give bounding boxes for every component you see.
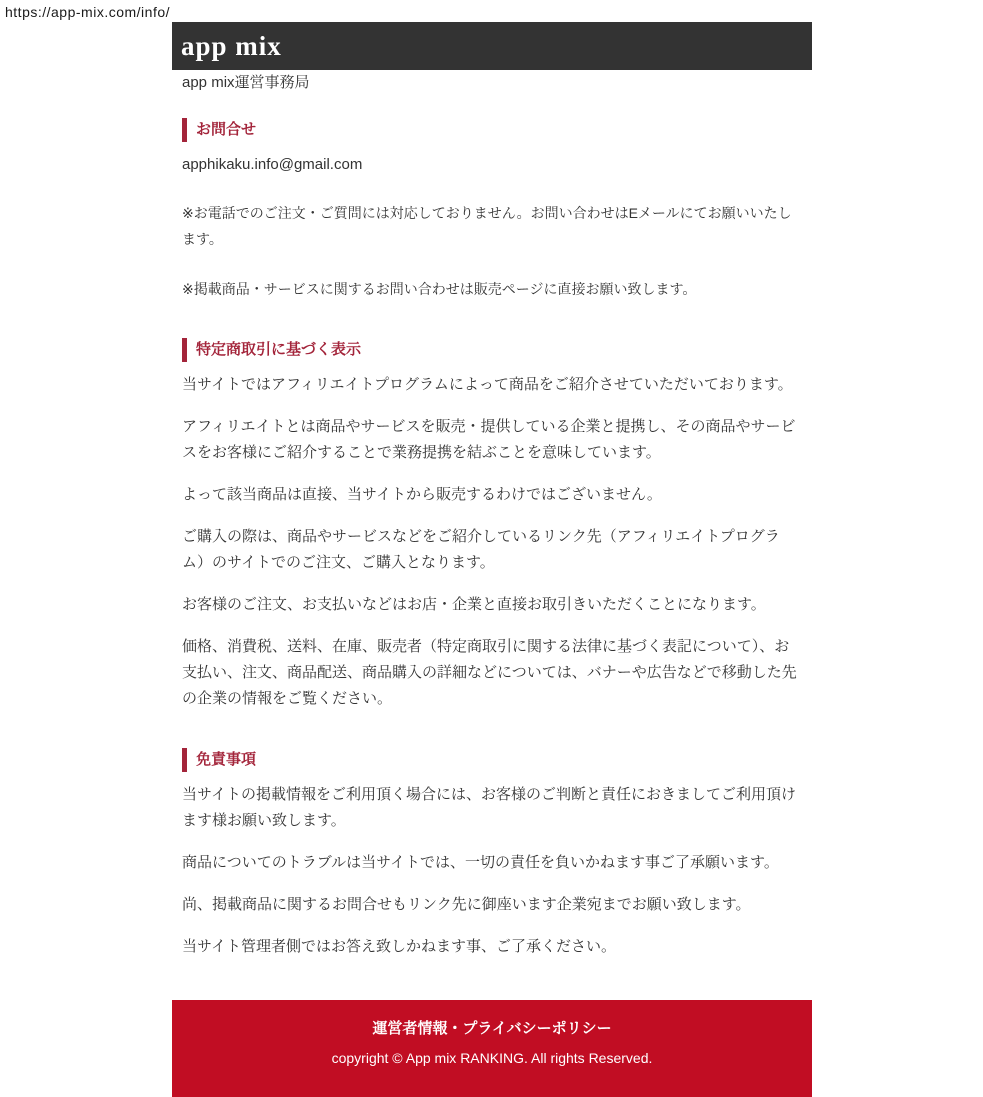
paragraph: お客様のご注文、お支払いなどはお店・企業と直接お取引きいただくことになります。: [182, 596, 766, 613]
paragraph: 当サイト管理者側ではお答え致しかねます事、ご了承ください。: [182, 938, 616, 955]
paragraph: ご購入の際は、商品やサービスなどをご紹介しているリンク先（アフィリエイトプログラム）のサイトでのご注文、ご購入となります。: [182, 528, 780, 571]
site-header: [172, 22, 812, 70]
operator-line: app mix運営事務局: [182, 74, 310, 91]
paragraph: 当サイトの掲載情報をご利用頂く場合には、お客様のご判断と責任におきましてご利用頂けます様お願い致します。: [182, 786, 796, 829]
footer-copyright: copyright © App mix RANKING. All rights Reserved.: [331, 1050, 653, 1066]
main-content: [172, 70, 812, 960]
site-footer: [172, 1000, 812, 1097]
contact-email: apphikaku.info@gmail.com: [182, 156, 363, 173]
section-heading-menseki: 免責事項: [182, 748, 802, 772]
site-title-link[interactable]: app mix: [181, 30, 282, 61]
page-container: [172, 22, 812, 1097]
paragraph: 価格、消費税、送料、在庫、販売者（特定商取引に関する法律に基づく表記について）、お支払い、注文、商品配送、商品購入の詳細などについては、バナーや広告などで移動した先の企業の情報をご覧ください。: [182, 638, 797, 707]
paragraph: 当サイトではアフィリエイトプログラムによって商品をご紹介させていただいております。: [182, 376, 793, 393]
paragraph: 商品についてのトラブルは当サイトでは、一切の責任を負いかねます事ご了承願います。: [182, 854, 779, 871]
footer-privacy-link[interactable]: 運営者情報・プライバシーポリシー: [372, 1020, 612, 1037]
section-heading-contact: お問合せ: [182, 118, 802, 142]
paragraph: 尚、掲載商品に関するお問合せもリンク先に御座います企業宛までお願い致します。: [182, 896, 751, 913]
paragraph: アフィリエイトとは商品やサービスを販売・提供している企業と提携し、その商品やサービスをお客様にご紹介することで業務提携を結ぶことを意味しています。: [182, 418, 796, 461]
page-url: https://app-mix.com/info/: [5, 4, 171, 20]
contact-note: ※掲載商品・サービスに関するお問い合わせは販売ページに直接お願い致します。: [182, 281, 697, 297]
section-heading-tokutei: 特定商取引に基づく表示: [182, 338, 802, 362]
contact-note: ※お電話でのご注文・ご質問には対応しておりません。お問い合わせはEメールにてお願いいたします。: [182, 205, 792, 247]
paragraph: よって該当商品は直接、当サイトから販売するわけではございません。: [182, 486, 662, 503]
